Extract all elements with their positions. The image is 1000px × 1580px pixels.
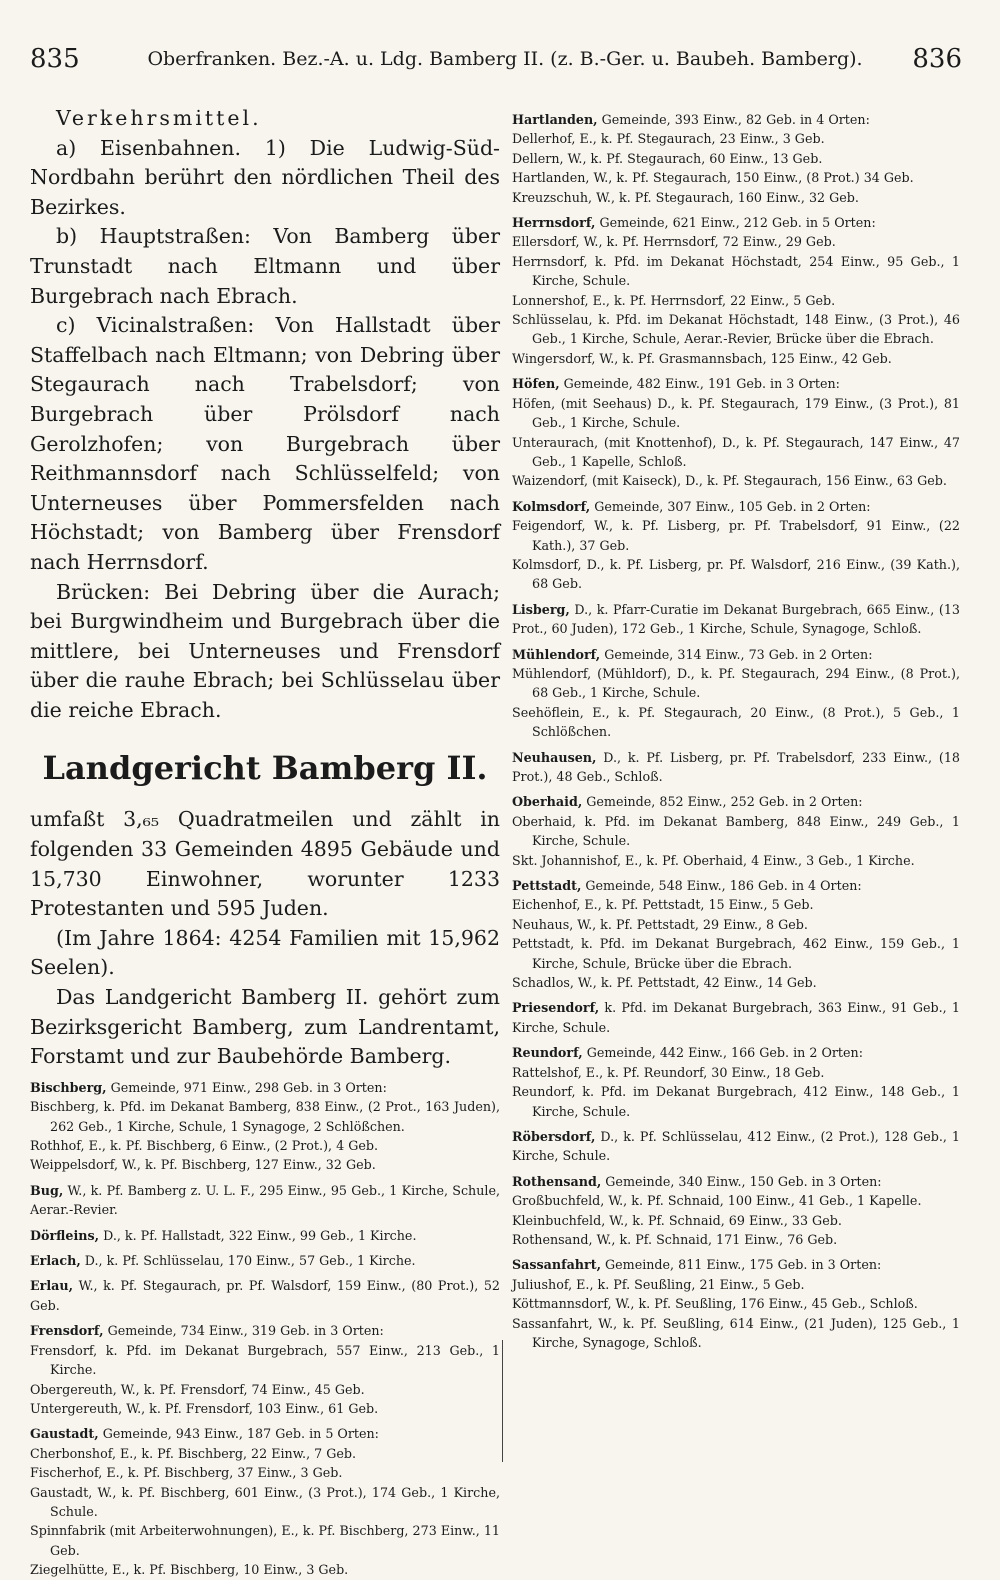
entry-text: W., k. Pf. Stegaurach, pr. Pf. Walsdorf, 159 Einw., (80 Prot.), 52 Geb.	[30, 1278, 500, 1313]
sub-entry: Ziegelhütte, E., k. Pf. Bischberg, 10 Einw., 3 Geb.	[30, 1562, 349, 1578]
entry-text: Gemeinde, 340 Einw., 150 Geb. in 3 Orten:	[601, 1173, 882, 1189]
entry-line	[30, 1226, 500, 1245]
sub-entry: Kleinbuchfeld, W., k. Pf. Schnaid, 69 Einw., 33 Geb.	[512, 1212, 842, 1228]
entry-line	[30, 1321, 500, 1340]
place-name: Gaustadt,	[30, 1426, 99, 1442]
paragraph-bruecken: Brücken: Bei Debring über die Aurach; bei Burgwindheim und Burgebrach über die mittlere, bei Unterneuses und Frensdorf über die rauhe Ebrach; bei Schlüsselau über die reiche Ebrach.	[30, 579, 500, 722]
paragraph-jahre: (Im Jahre 1864: 4254 Familien mit 15,962 Seelen).	[30, 925, 500, 980]
sub-entry: Sassanfahrt, W., k. Pf. Seußling, 614 Einw., (21 Juden), 125 Geb., 1 Kirche, Synagoge, Schloß.	[512, 1315, 960, 1350]
paragraph-umfasst: umfaßt 3,₆₅ Quadratmeilen und zählt in folgenden 33 Gemeinden 4895 Gebäude und 15,730 Einwohner, worunter 1233 Protestanten und 595 Juden.	[30, 807, 500, 921]
sub-entry: Reundorf, k. Pfd. im Dekanat Burgebrach, 412 Einw., 148 Geb., 1 Kirche, Schule.	[512, 1084, 960, 1119]
sub-entry: Spinnfabrik (mit Arbeiterwohnungen), E., k. Pf. Bischberg, 273 Einw., 11 Geb.	[30, 1523, 500, 1558]
entry-text: Gemeinde, 734 Einw., 319 Geb. in 3 Orten:	[103, 1323, 384, 1339]
place-name: Priesendorf,	[512, 1000, 600, 1016]
place-name: Herrnsdorf,	[512, 215, 596, 231]
entry-text: D., k. Pf. Schlüsselau, 412 Einw., (2 Prot.), 128 Geb., 1 Kirche, Schule.	[512, 1128, 960, 1164]
gazetteer-entry	[30, 1181, 500, 1220]
entry-line	[512, 998, 960, 1037]
gazetteer-entry	[512, 998, 960, 1037]
paragraph-hauptstrassen: b) Hauptstraßen: Von Bamberg über Trunstadt nach Eltmann und über Burgebrach nach Ebrach.	[30, 224, 500, 308]
entry-text: Gemeinde, 971 Einw., 298 Geb. in 3 Orten:	[106, 1079, 387, 1095]
place-name: Bischberg,	[30, 1079, 107, 1095]
running-header	[0, 0, 1000, 74]
place-name: Dörfleins,	[30, 1227, 100, 1243]
entry-line	[512, 1127, 960, 1166]
sub-entry: Gaustadt, W., k. Pf. Bischberg, 601 Einw., (3 Prot.), 174 Geb., 1 Kirche, Schule.	[30, 1484, 500, 1519]
place-name: Pettstadt,	[512, 878, 582, 894]
entry-text: Gemeinde, 314 Einw., 73 Geb. in 2 Orten:	[600, 646, 873, 662]
sub-entry: Juliushof, E., k. Pf. Seußling, 21 Einw., 5 Geb.	[512, 1276, 805, 1292]
sub-entry: Pettstadt, k. Pfd. im Dekanat Burgebrach, 462 Einw., 159 Geb., 1 Kirche, Schule, Brücke über die Ebrach.	[512, 936, 960, 971]
sub-entry: Ellersdorf, W., k. Pf. Herrnsdorf, 72 Einw., 29 Geb.	[512, 234, 836, 250]
entry-text: Gemeinde, 548 Einw., 186 Geb. in 4 Orten:	[581, 878, 862, 894]
page-number-left: 835	[30, 44, 80, 74]
sub-entry: Feigendorf, W., k. Pf. Lisberg, pr. Pf. Trabelsdorf, 91 Einw., (22 Kath.), 37 Geb.	[512, 518, 960, 553]
place-name: Erlau,	[30, 1278, 74, 1294]
gazetteer-entry	[512, 748, 960, 787]
gazetteer-entry	[512, 1255, 960, 1352]
entry-line	[512, 600, 960, 639]
sub-entry: Untergereuth, W., k. Pf. Frensdorf, 103 Einw., 61 Geb.	[30, 1400, 379, 1416]
running-head: Oberfranken. Bez.-A. u. Ldg. Bamberg II. (z. B.-Ger. u. Baubeh. Bamberg).	[147, 48, 863, 70]
gazetteer-entry	[30, 1276, 500, 1315]
sub-entry: Kolmsdorf, D., k. Pf. Lisberg, pr. Pf. Walsdorf, 216 Einw., (39 Kath.), 68 Geb.	[512, 556, 960, 592]
entry-text: Gemeinde, 393 Einw., 82 Geb. in 4 Orten:	[597, 112, 870, 127]
gazetteer-entry	[512, 876, 960, 992]
gazetteer-entry	[512, 1172, 960, 1250]
paragraph-gehoert: Das Landgericht Bamberg II. gehört zum Bezirksgericht Bamberg, zum Landrentamt, Forstamt und zur Baubehörde Bamberg.	[30, 985, 500, 1069]
sub-entry: Eichenhof, E., k. Pf. Pettstadt, 15 Einw., 5 Geb.	[512, 897, 814, 913]
sub-entry: Wingersdorf, W., k. Pf. Grasmannsbach, 125 Einw., 42 Geb.	[512, 350, 892, 366]
entry-line	[30, 1181, 500, 1220]
entry-line	[512, 110, 960, 129]
gazetteer-entry	[512, 213, 960, 368]
sub-entry: Schlüsselau, k. Pfd. im Dekanat Höchstadt, 148 Einw., (3 Prot.), 46 Geb., 1 Kirche, Schule, Aerar.-Revier, Brücke über die Ebrach.	[512, 312, 960, 347]
sub-entry: Seehöflein, E., k. Pf. Stegaurach, 20 Einw., (8 Prot.), 5 Geb., 1 Schlößchen.	[512, 704, 960, 740]
left-column	[30, 104, 500, 1580]
gazetteer-entry	[512, 645, 960, 742]
sub-entry: Kreuzschuh, W., k. Pf. Stegaurach, 160 Einw., 32 Geb.	[512, 189, 859, 205]
entry-line	[512, 876, 960, 895]
sub-entry: Fischerhof, E., k. Pf. Bischberg, 37 Einw., 3 Geb.	[30, 1465, 343, 1481]
entry-line	[30, 1276, 500, 1315]
entry-text: D., k. Pf. Lisberg, pr. Pf. Trabelsdorf, 233 Einw., (18 Prot.), 48 Geb., Schloß.	[512, 749, 960, 784]
place-name: Mühlendorf,	[512, 646, 601, 662]
entry-text: Gemeinde, 442 Einw., 166 Geb. in 2 Orten:	[582, 1045, 863, 1061]
gazetteer-entry	[512, 110, 960, 207]
sub-entry: Skt. Johannishof, E., k. Pf. Oberhaid, 4 Einw., 3 Geb., 1 Kirche.	[512, 852, 915, 868]
gazetteer-entries-right	[512, 110, 960, 1352]
gazetteer-entry	[30, 1226, 500, 1245]
sub-entry: Dellern, W., k. Pf. Stegaurach, 60 Einw., 13 Geb.	[512, 150, 823, 166]
sub-entry: Rattelshof, E., k. Pf. Reundorf, 30 Einw., 18 Geb.	[512, 1064, 825, 1080]
gazetteer-entry	[512, 1043, 960, 1121]
entry-text: D., k. Pfarr-Curatie im Dekanat Burgebrach, 665 Einw., (13 Prot., 60 Juden), 172 Geb., 1 Kirche, Schule, Synagoge, Schloß.	[512, 601, 960, 637]
entry-text: W., k. Pf. Bamberg z. U. L. F., 295 Einw., 95 Geb., 1 Kirche, Schule, Aerar.-Revier.	[30, 1182, 500, 1218]
gazetteer-entry	[512, 792, 960, 870]
sub-entry: Rothensand, W., k. Pf. Schnaid, 171 Einw., 76 Geb.	[512, 1231, 838, 1247]
entry-line	[512, 374, 960, 393]
sub-entry: Höfen, (mit Seehaus) D., k. Pf. Stegaurach, 179 Einw., (3 Prot.), 81 Geb., 1 Kirche, Schule.	[512, 395, 960, 431]
sub-entry: Neuhaus, W., k. Pf. Pettstadt, 29 Einw., 8 Geb.	[512, 916, 808, 932]
paragraph-eisenbahnen: a) Eisenbahnen. 1) Die Ludwig-Süd-Nordbahn berührt den nördlichen Theil des Bezirkes.	[30, 135, 500, 219]
entry-line	[512, 792, 960, 811]
sub-entry: Frensdorf, k. Pfd. im Dekanat Burgebrach, 557 Einw., 213 Geb., 1 Kirche.	[30, 1342, 500, 1378]
place-name: Neuhausen,	[512, 749, 597, 765]
entry-line	[30, 1078, 500, 1097]
gazetteer-entry	[30, 1078, 500, 1175]
gazetteer-entry	[30, 1321, 500, 1418]
gazetteer-entry	[512, 1127, 960, 1166]
place-name: Rothensand,	[512, 1173, 602, 1189]
entry-text: Gemeinde, 621 Einw., 212 Geb. in 5 Orten:	[595, 215, 876, 231]
gazetteer-entries-left	[30, 1078, 500, 1580]
sub-entry: Obergereuth, W., k. Pf. Frensdorf, 74 Einw., 45 Geb.	[30, 1381, 365, 1397]
sub-entry: Weippelsdorf, W., k. Pf. Bischberg, 127 Einw., 32 Geb.	[30, 1157, 376, 1173]
sub-entry: Oberhaid, k. Pfd. im Dekanat Bamberg, 848 Einw., 249 Geb., 1 Kirche, Schule.	[512, 813, 960, 849]
place-name: Röbersdorf,	[512, 1128, 596, 1144]
right-column	[512, 104, 960, 1352]
gazetteer-entry	[512, 600, 960, 639]
column-rule	[502, 1340, 503, 1462]
entry-text: k. Pfd. im Dekanat Burgebrach, 363 Einw., 91 Geb., 1 Kirche, Schule.	[512, 1000, 960, 1035]
sub-entry: Lonnershof, E., k. Pf. Herrnsdorf, 22 Einw., 5 Geb.	[512, 292, 836, 308]
entry-text: Gemeinde, 943 Einw., 187 Geb. in 5 Orten:	[98, 1426, 379, 1442]
place-name: Bug,	[30, 1182, 64, 1198]
place-name: Erlach,	[30, 1253, 81, 1269]
entry-line	[512, 1255, 960, 1274]
gazetteer-entry	[30, 1251, 500, 1270]
entry-line	[30, 1251, 500, 1270]
entry-text: D., k. Pf. Schlüsselau, 170 Einw., 57 Geb., 1 Kirche.	[80, 1253, 416, 1269]
entry-line	[512, 1043, 960, 1062]
place-name: Kolmsdorf,	[512, 498, 591, 514]
place-name: Hartlanden,	[512, 112, 598, 127]
verkehr-heading: Verkehrsmittel.	[56, 106, 262, 130]
paragraph-vicinalstrassen: c) Vicinalstraßen: Von Hallstadt über Staffelbach nach Eltmann; von Debring über Stegaurach nach Trabelsdorf; von Burgebrach über Prölsdorf nach Gerolzhofen; von Burgebrach über Reithmannsdorf nach Schlüsselfeld; von Unterneuses über Pommersfelden nach Höchstadt; von Bamberg über Frensdorf nach Herrnsdorf.	[30, 313, 500, 574]
sub-entry: Unteraurach, (mit Knottenhof), D., k. Pf. Stegaurach, 147 Einw., 47 Geb., 1 Kapelle, Schloß.	[512, 434, 960, 469]
gazetteer-entry	[512, 374, 960, 490]
entry-text: Gemeinde, 811 Einw., 175 Geb. in 3 Orten:	[600, 1257, 882, 1273]
sub-entry: Cherbonshof, E., k. Pf. Bischberg, 22 Einw., 7 Geb.	[30, 1445, 357, 1461]
place-name: Höfen,	[512, 376, 560, 392]
entry-text: Gemeinde, 852 Einw., 252 Geb. in 2 Orten:	[582, 794, 863, 810]
entry-line	[512, 497, 960, 516]
entry-line	[30, 1424, 500, 1443]
place-name: Lisberg,	[512, 601, 570, 617]
entry-line	[512, 1172, 960, 1191]
sub-entry: Herrnsdorf, k. Pfd. im Dekanat Höchstadt, 254 Einw., 95 Geb., 1 Kirche, Schule.	[512, 253, 960, 289]
place-name: Reundorf,	[512, 1045, 583, 1061]
sub-entry: Mühlendorf, (Mühldorf), D., k. Pf. Stegaurach, 294 Einw., (8 Prot.), 68 Geb., 1 Kirche, Schule.	[512, 665, 960, 701]
place-name: Frensdorf,	[30, 1323, 104, 1339]
sub-entry: Bischberg, k. Pfd. im Dekanat Bamberg, 838 Einw., (2 Prot., 163 Juden), 262 Geb., 1 Kirche, Schule, 1 Synagoge, 2 Schlößchen.	[30, 1099, 500, 1134]
entry-line	[512, 213, 960, 232]
sub-entry: Großbuchfeld, W., k. Pf. Schnaid, 100 Einw., 41 Geb., 1 Kapelle.	[512, 1193, 922, 1209]
gazetteer-entry	[30, 1424, 500, 1579]
place-name: Sassanfahrt,	[512, 1257, 601, 1273]
section-title: Landgericht Bamberg II.	[42, 749, 488, 788]
entry-text: Gemeinde, 307 Einw., 105 Geb. in 2 Orten:	[590, 498, 871, 514]
sub-entry: Dellerhof, E., k. Pf. Stegaurach, 23 Einw., 3 Geb.	[512, 131, 825, 147]
entry-line	[512, 645, 960, 664]
entry-line	[512, 748, 960, 787]
sub-entry: Schadlos, W., k. Pf. Pettstadt, 42 Einw., 14 Geb.	[512, 975, 817, 991]
page-number-right: 836	[912, 44, 962, 74]
gazetteer-entry	[512, 497, 960, 594]
entry-text: D., k. Pf. Hallstadt, 322 Einw., 99 Geb., 1 Kirche.	[99, 1227, 417, 1243]
sub-entry: Köttmannsdorf, W., k. Pf. Seußling, 176 Einw., 45 Geb., Schloß.	[512, 1296, 918, 1312]
place-name: Oberhaid,	[512, 794, 583, 810]
sub-entry: Hartlanden, W., k. Pf. Stegaurach, 150 Einw., (8 Prot.) 34 Geb.	[512, 170, 914, 186]
sub-entry: Waizendorf, (mit Kaiseck), D., k. Pf. Stegaurach, 156 Einw., 63 Geb.	[512, 473, 947, 489]
sub-entry: Rothhof, E., k. Pf. Bischberg, 6 Einw., (2 Prot.), 4 Geb.	[30, 1138, 378, 1154]
entry-text: Gemeinde, 482 Einw., 191 Geb. in 3 Orten:	[559, 376, 840, 392]
